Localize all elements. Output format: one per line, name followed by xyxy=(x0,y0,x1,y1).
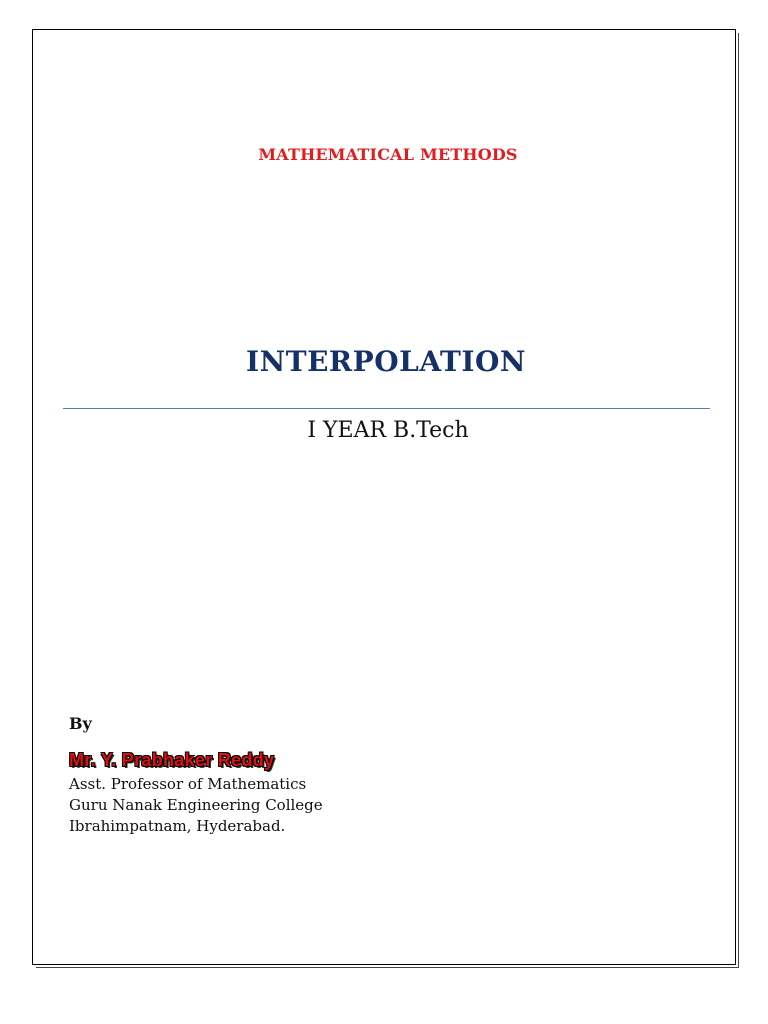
author-location: Ibrahimpatnam, Hyderabad. xyxy=(69,817,286,835)
author-name: Mr. Y. Prabhaker Reddy xyxy=(69,750,275,770)
title-divider xyxy=(63,408,710,409)
author-position: Asst. Professor of Mathematics xyxy=(69,775,307,793)
year-label: I YEAR B.Tech xyxy=(307,418,469,443)
document-title: INTERPOLATION xyxy=(246,345,526,378)
subject-heading: MATHEMATICAL METHODS xyxy=(258,145,518,164)
by-label: By xyxy=(69,714,92,733)
author-institution: Guru Nanak Engineering College xyxy=(69,796,323,814)
